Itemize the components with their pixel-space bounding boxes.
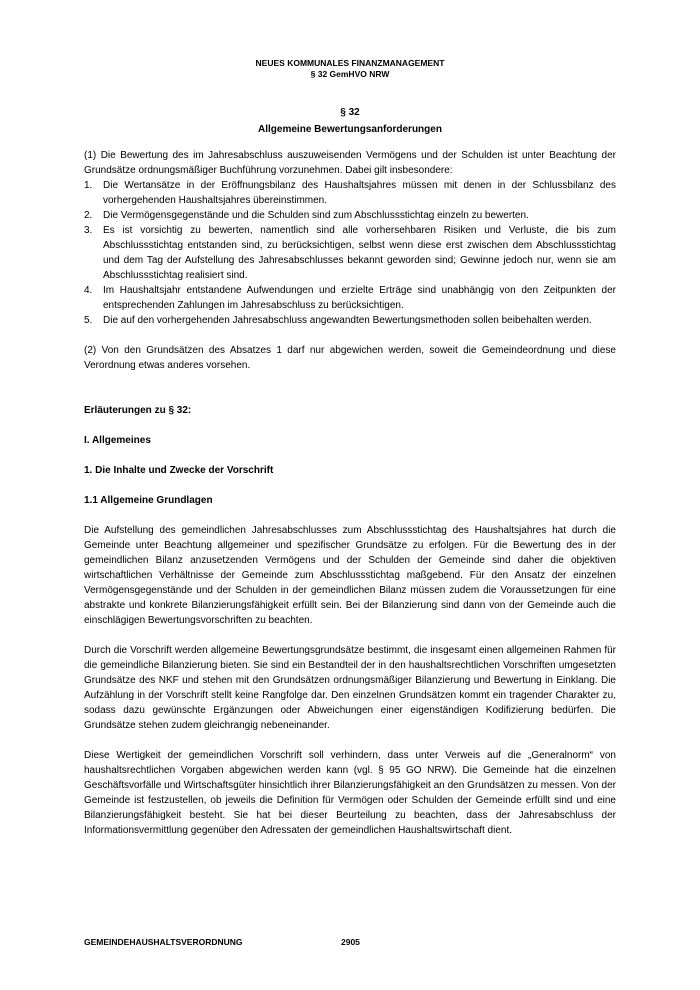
spacer [84,508,616,523]
list-item [84,208,616,223]
spacer [84,628,616,643]
paragraph-1-list [84,178,616,328]
running-header [0,58,700,80]
spacer [84,418,616,433]
section-number: § 32 [340,107,360,118]
list-item-text: Im Haushaltsjahr entstandene Aufwendungen und erzielte Erträge sind unabhängig von den Zeitpunkten der entsprechenden Zahlungen im Jahresabschluss zu berücksichtigen. [103,285,616,311]
section-heading [0,104,700,138]
list-item-number: 4. [84,285,93,296]
chapter-heading: 1. Die Inhalte und Zwecke der Vorschrift [84,465,274,476]
list-item-text: Die auf den vorhergehenden Jahresabschluss angewandten Bewertungsmethoden sollen beibehalten werden. [103,315,592,326]
list-item [84,283,616,313]
list-item-number: 3. [84,225,93,236]
list-item-text: Es ist vorsichtig zu bewerten, namentlich sind alle vorhersehbaren Risiken und Verluste, die bis zum Abschlussstichtag entstanden sind, zu berücksichtigen, selbst wenn diese erst zwischen dem Abschlussstichtag und dem Tag der Aufstellung des Jahresabschlusses bekannt geworden sind; Gewinne jedoch nur, wenn sie am Abschlussstichtag realisiert sind. [103,225,616,281]
section-title: Allgemeine Bewertungsanforderungen [258,124,442,135]
list-item-number: 1. [84,180,93,191]
list-item-number: 2. [84,210,93,221]
document-body [84,148,616,838]
list-item [84,178,616,208]
spacer [84,478,616,493]
list-item [84,313,616,328]
spacer [84,733,616,748]
page-number: 2905 [341,937,360,947]
header-subtitle: § 32 GemHVO NRW [310,69,390,79]
commentary-paragraph: Die Aufstellung des gemeindlichen Jahresabschlusses zum Abschlussstichtag des Haushaltsjahres hat durch die Gemeinde unter Beachtung allgemeiner und spezifischer Grundsätze zu erfolgen. Für die Bewertung des in der gemeindlichen Bilanz anzusetzenden Vermögens und der Schulden der Gemeinde sind daher die objektiven wirtschaftlichen Verhältnisse der Gemeinde zum Abschlussstichtag maßgebend. Für den Ansatz der einzelnen Vermögensgegenstände und der Schulden in der gemeindlichen Bilanz müssen zudem die Voraussetzungen für eine abstrakte und konkrete Bilanzierungsfähigkeit erfüllt sein. Bei der Bilanzierung sind dann von der Gemeinde auch die einschlägigen Bewertungsvorschriften zu beachten. [84,525,616,626]
footer-title: GEMEINDEHAUSHALTSVERORDNUNG [84,937,243,947]
part-heading: I. Allgemeines [84,435,151,446]
list-item-number: 5. [84,315,93,326]
subchapter-heading: 1.1 Allgemeine Grundlagen [84,495,213,506]
commentary-paragraph: Durch die Vorschrift werden allgemeine Bewertungsgrundsätze bestimmt, die insgesamt einen allgemeinen Rahmen für die gemeindliche Bilanzierung bieten. Sie sind ein Bestandteil der in den haushaltsrechtlichen Vorschriften umgesetzten Grundsätze des NKF und stehen mit den Grundsätzen ordnungsmäßiger Bilanzierung und Bewertung in Einklang. Die Aufzählung in der Vorschrift stellt keine Rangfolge dar. Den einzelnen Grundsätzen kommt ein tragender Charakter zu, sodass dazu gewünschte Ergänzungen oder Abweichungen einer eigenständigen Kodifizierung bedürfen. Die Grundsätze stehen zudem gleichrangig nebeneinander. [84,645,616,731]
spacer [84,448,616,463]
commentary-heading: Erläuterungen zu § 32: [84,405,192,416]
commentary-paragraph: Diese Wertigkeit der gemeindlichen Vorschrift soll verhindern, dass unter Verweis auf die „Generalnorm“ von haushaltsrechtlichen Vorgaben abgewichen werden kann (vgl. § 95 GO NRW). Die Gemeinde hat die einzelnen Geschäftsvorfälle und Wirtschaftsgüter hinsichtlich ihrer Bilanzierungsfähigkeit an den Grundsätzen zu messen. Von der Gemeinde ist festzustellen, ob jeweils die Definition für Vermögen oder Schulden der Gemeinde erfüllt sind und eine Bilanzierungsfähigkeit besteht. Sie hat bei dieser Beurteilung zu beachten, dass der Jahresabschluss der Informationsvermittlung gegenüber den Adressaten der gemeindlichen Haushaltswirtschaft dient. [84,750,616,836]
header-title: NEUES KOMMUNALES FINANZMANAGEMENT [255,58,445,68]
paragraph-1-intro: (1) Die Bewertung des im Jahresabschluss auszuweisenden Vermögens und der Schulden ist unter Beachtung der Grundsätze ordnungsmäßiger Buchführung vorzunehmen. Dabei gilt insbesondere: [84,150,616,176]
paragraph-2: (2) Von den Grundsätzen des Absatzes 1 darf nur abgewichen werden, soweit die Gemeindeordnung und diese Verordnung etwas anderes vorsehen. [84,345,616,371]
list-item-text: Die Vermögensgegenstände und die Schulden sind zum Abschlussstichtag einzeln zu bewerten. [103,210,529,221]
spacer [84,328,616,343]
spacer [84,373,616,403]
list-item-text: Die Wertansätze in der Eröffnungsbilanz des Haushaltsjahres müssen mit denen in der Schlussbilanz des vorhergehenden Haushaltsjahres übereinstimmen. [103,180,616,206]
list-item [84,223,616,283]
